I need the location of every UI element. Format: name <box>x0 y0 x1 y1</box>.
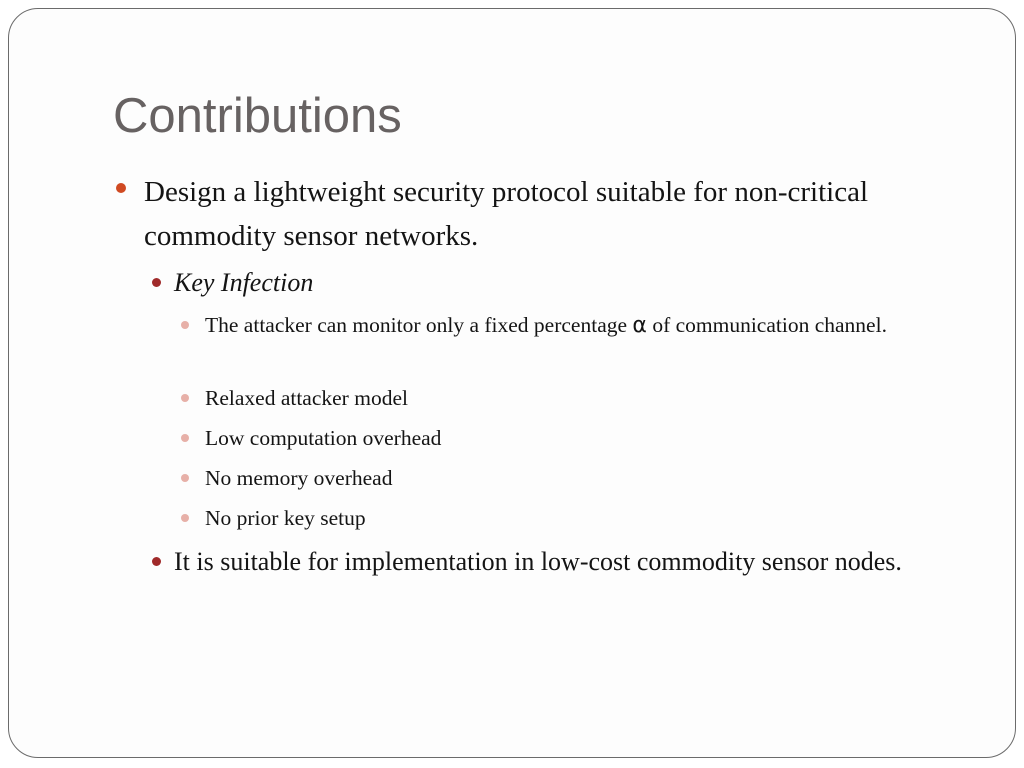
alpha-symbol: α <box>632 313 647 338</box>
bullet-text: Design a lightweight security protocol suitable for non-critical commodity sensor networks. <box>144 176 868 252</box>
bullet-dot-icon <box>116 183 126 193</box>
bullet-text: It is suitable for implementation in low-cost commodity sensor nodes. <box>174 547 902 576</box>
bullet-dot-icon <box>181 514 189 522</box>
bullet-level1-design <box>144 170 914 258</box>
bullet-level3-low-computation <box>205 422 935 455</box>
bullet-text: No prior key setup <box>205 506 366 530</box>
bullet-dot-icon <box>181 434 189 442</box>
bullet-dot-icon <box>181 321 189 329</box>
bullet-text: No memory overhead <box>205 466 393 490</box>
bullet-text: Low computation overhead <box>205 426 442 450</box>
bullet-level2-suitable <box>174 541 964 583</box>
bullet-dot-icon <box>152 278 161 287</box>
bullet-level2-key-infection <box>174 262 974 304</box>
bullet-text: Key Infection <box>174 268 314 297</box>
bullet-level3-no-memory <box>205 462 935 495</box>
bullet-level3-attacker-monitor <box>205 309 935 342</box>
bullet-level3-no-prior-key <box>205 502 935 535</box>
slide-title: Contributions <box>113 89 402 143</box>
bullet-dot-icon <box>181 474 189 482</box>
bullet-level3-relaxed-attacker <box>205 382 935 415</box>
bullet-text-before: The attacker can monitor only a fixed percentage <box>205 313 633 337</box>
bullet-text: Relaxed attacker model <box>205 386 408 410</box>
bullet-text-after: of communication channel. <box>646 313 887 337</box>
bullet-dot-icon <box>181 394 189 402</box>
bullet-dot-icon <box>152 557 161 566</box>
